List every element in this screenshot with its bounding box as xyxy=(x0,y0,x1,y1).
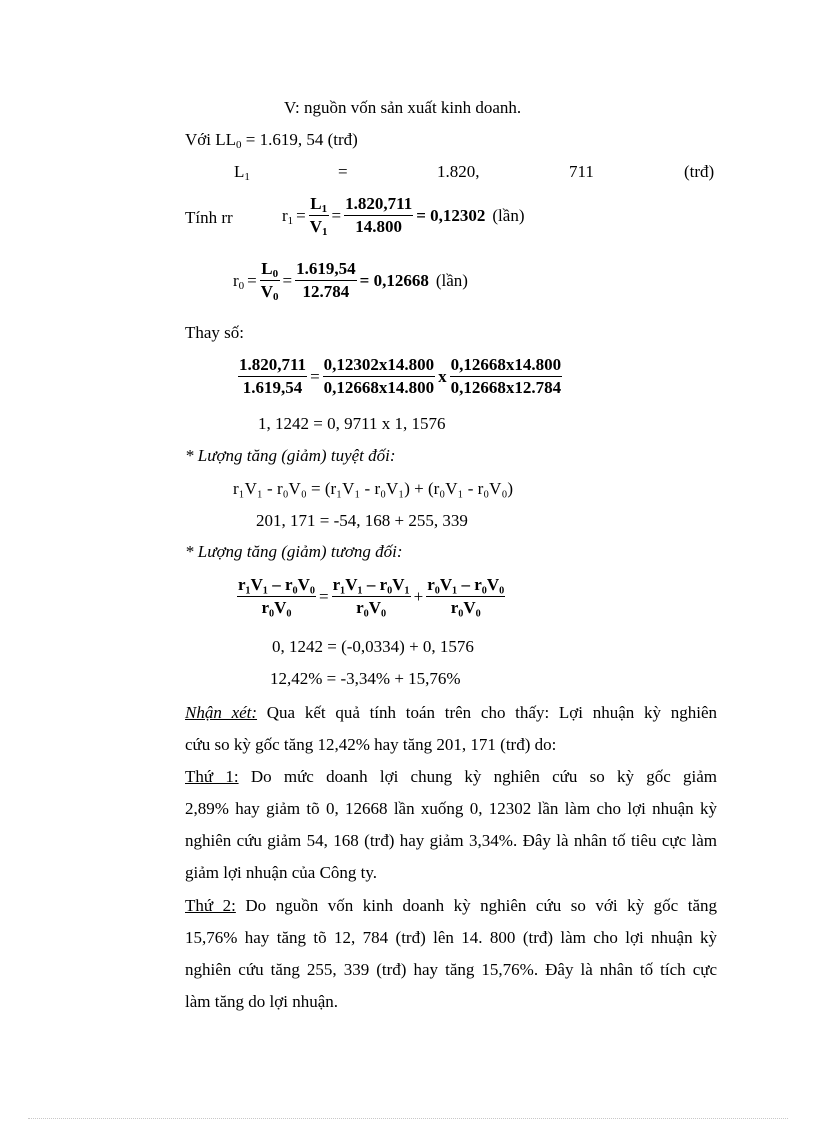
fraction-l1-v1: $\frac{L_1}{V_1}$ xyxy=(309,194,328,238)
heading-relative-change: * Lượng tăng (giảm) tương đối: xyxy=(185,542,403,561)
text-l1-eq: = xyxy=(338,162,348,181)
text-line-v: V: nguồn vốn sản xuất kinh doanh. xyxy=(284,98,522,117)
equation-relative-change: $\frac{\text{r₁V₁ – r₀V₀}}{\text{r₀V₀}}$ = $\frac{\text{r₁V₁ – r₀V₁}}{\text{r₀V₀}}$ + $\frac{\text{r₀V₁ – r₀V₀}}{\text{r₀V₀}}$ xyxy=(238,575,505,617)
text-tinh-rr: Tính rr xyxy=(185,208,233,227)
text-index-values: 1, 1242 = 0, 9711 x 1, 1576 xyxy=(258,414,446,433)
fraction-r1-values: $\frac{1.820,711}{14.800}$ xyxy=(345,194,413,236)
text-l1-value-b: 711 xyxy=(569,162,594,181)
label-nhan-xet: Nhận xét: xyxy=(185,703,258,722)
fraction-l0-v0: $\frac{L_0}{V_0}$ xyxy=(260,259,279,303)
para-thu1-line-3: nghiên cứu giảm 54, 168 (trđ) hay giảm 3,34%. Đây là nhân tố tiêu cực làm xyxy=(185,831,717,850)
text-l1-unit: (trđ) xyxy=(684,162,715,181)
para-thu1-line-4: giảm lợi nhuận của Công ty. xyxy=(185,863,378,882)
page-bottom-divider xyxy=(28,1118,788,1119)
para-nhan-xet-line-2: cứu so kỳ gốc tăng 12,42% hay tăng 201, 171 (trđ) do: xyxy=(185,735,557,754)
label-thu2: Thứ 2: xyxy=(185,896,236,915)
para-thu2-line-1: Thứ 2: Do nguồn vốn kinh doanh kỳ nghiên cứu so với kỳ gốc tăng xyxy=(185,896,717,915)
heading-absolute-change: * Lượng tăng (giảm) tuyệt đối: xyxy=(185,446,396,465)
text-relative-percent: 12,42% = -3,34% + 15,76% xyxy=(270,669,461,688)
text-l1-value-a: 1.820, xyxy=(437,162,480,181)
para-thu2-line-4: làm tăng do lợi nhuận. xyxy=(185,992,338,1011)
para-thu2-line-2: 15,76% hay tăng tõ 12, 784 (trđ) lên 14. 800 (trđ) làm cho lợi nhuận kỳ xyxy=(185,928,717,947)
text-l1-label: $L_1$ xyxy=(234,162,250,183)
para-nhan-xet-line-1: Nhận xét: Qua kết quả tính toán trên cho thấy: Lợi nhuận kỳ nghiên xyxy=(185,703,717,722)
text-absolute-values: 201, 171 = -54, 168 + 255, 339 xyxy=(256,511,468,530)
equation-index-decomposition: $\frac{1.820,711}{1.619,54}$ = $\frac{0,12302x14.800}{0,12668x14.800}$ x $\frac{0,12668x14.800}{0,12668x12.784}$ xyxy=(239,355,562,397)
equation-r0: $r_0$ = $\frac{L_0}{V_0}$ = $\frac{1.619,54}{12.784}$ = 0,12668 (lần) xyxy=(233,259,468,303)
text-thay-so: Thay số: xyxy=(185,323,245,342)
para-thu2-line-3: nghiên cứu tăng 255, 339 (trđ) hay tăng 15,76%. Đây là nhân tố tích cực xyxy=(185,960,717,979)
text-ll0: Với $LL_0 = 1.619$, 54 (trđ) xyxy=(185,130,358,151)
text-relative-values: 0, 1242 = (-0,0334) + 0, 1576 xyxy=(272,637,474,656)
fraction-r0-values: $\frac{1.619,54}{12.784}$ xyxy=(296,259,356,301)
equation-r1: $r_1$ = $\frac{L_1}{V_1}$ = $\frac{1.820,711}{14.800}$ = 0,12302 (lần) xyxy=(282,194,525,238)
para-thu1-line-1: Thứ 1: Do mức doanh lợi chung kỳ nghiên cứu so kỳ gốc giảm xyxy=(185,767,718,786)
para-thu1-line-2: 2,89% hay giảm tõ 0, 12668 lần xuống 0, 12302 lần làm cho lợi nhuận kỳ xyxy=(185,799,717,818)
equation-absolute-change: r₁V₁ - r₀V₀ = (r₁V₁ - r₀V₁) + (r₀V₁ - r₀V₀) xyxy=(233,479,514,498)
label-thu1: Thứ 1: xyxy=(185,767,239,786)
